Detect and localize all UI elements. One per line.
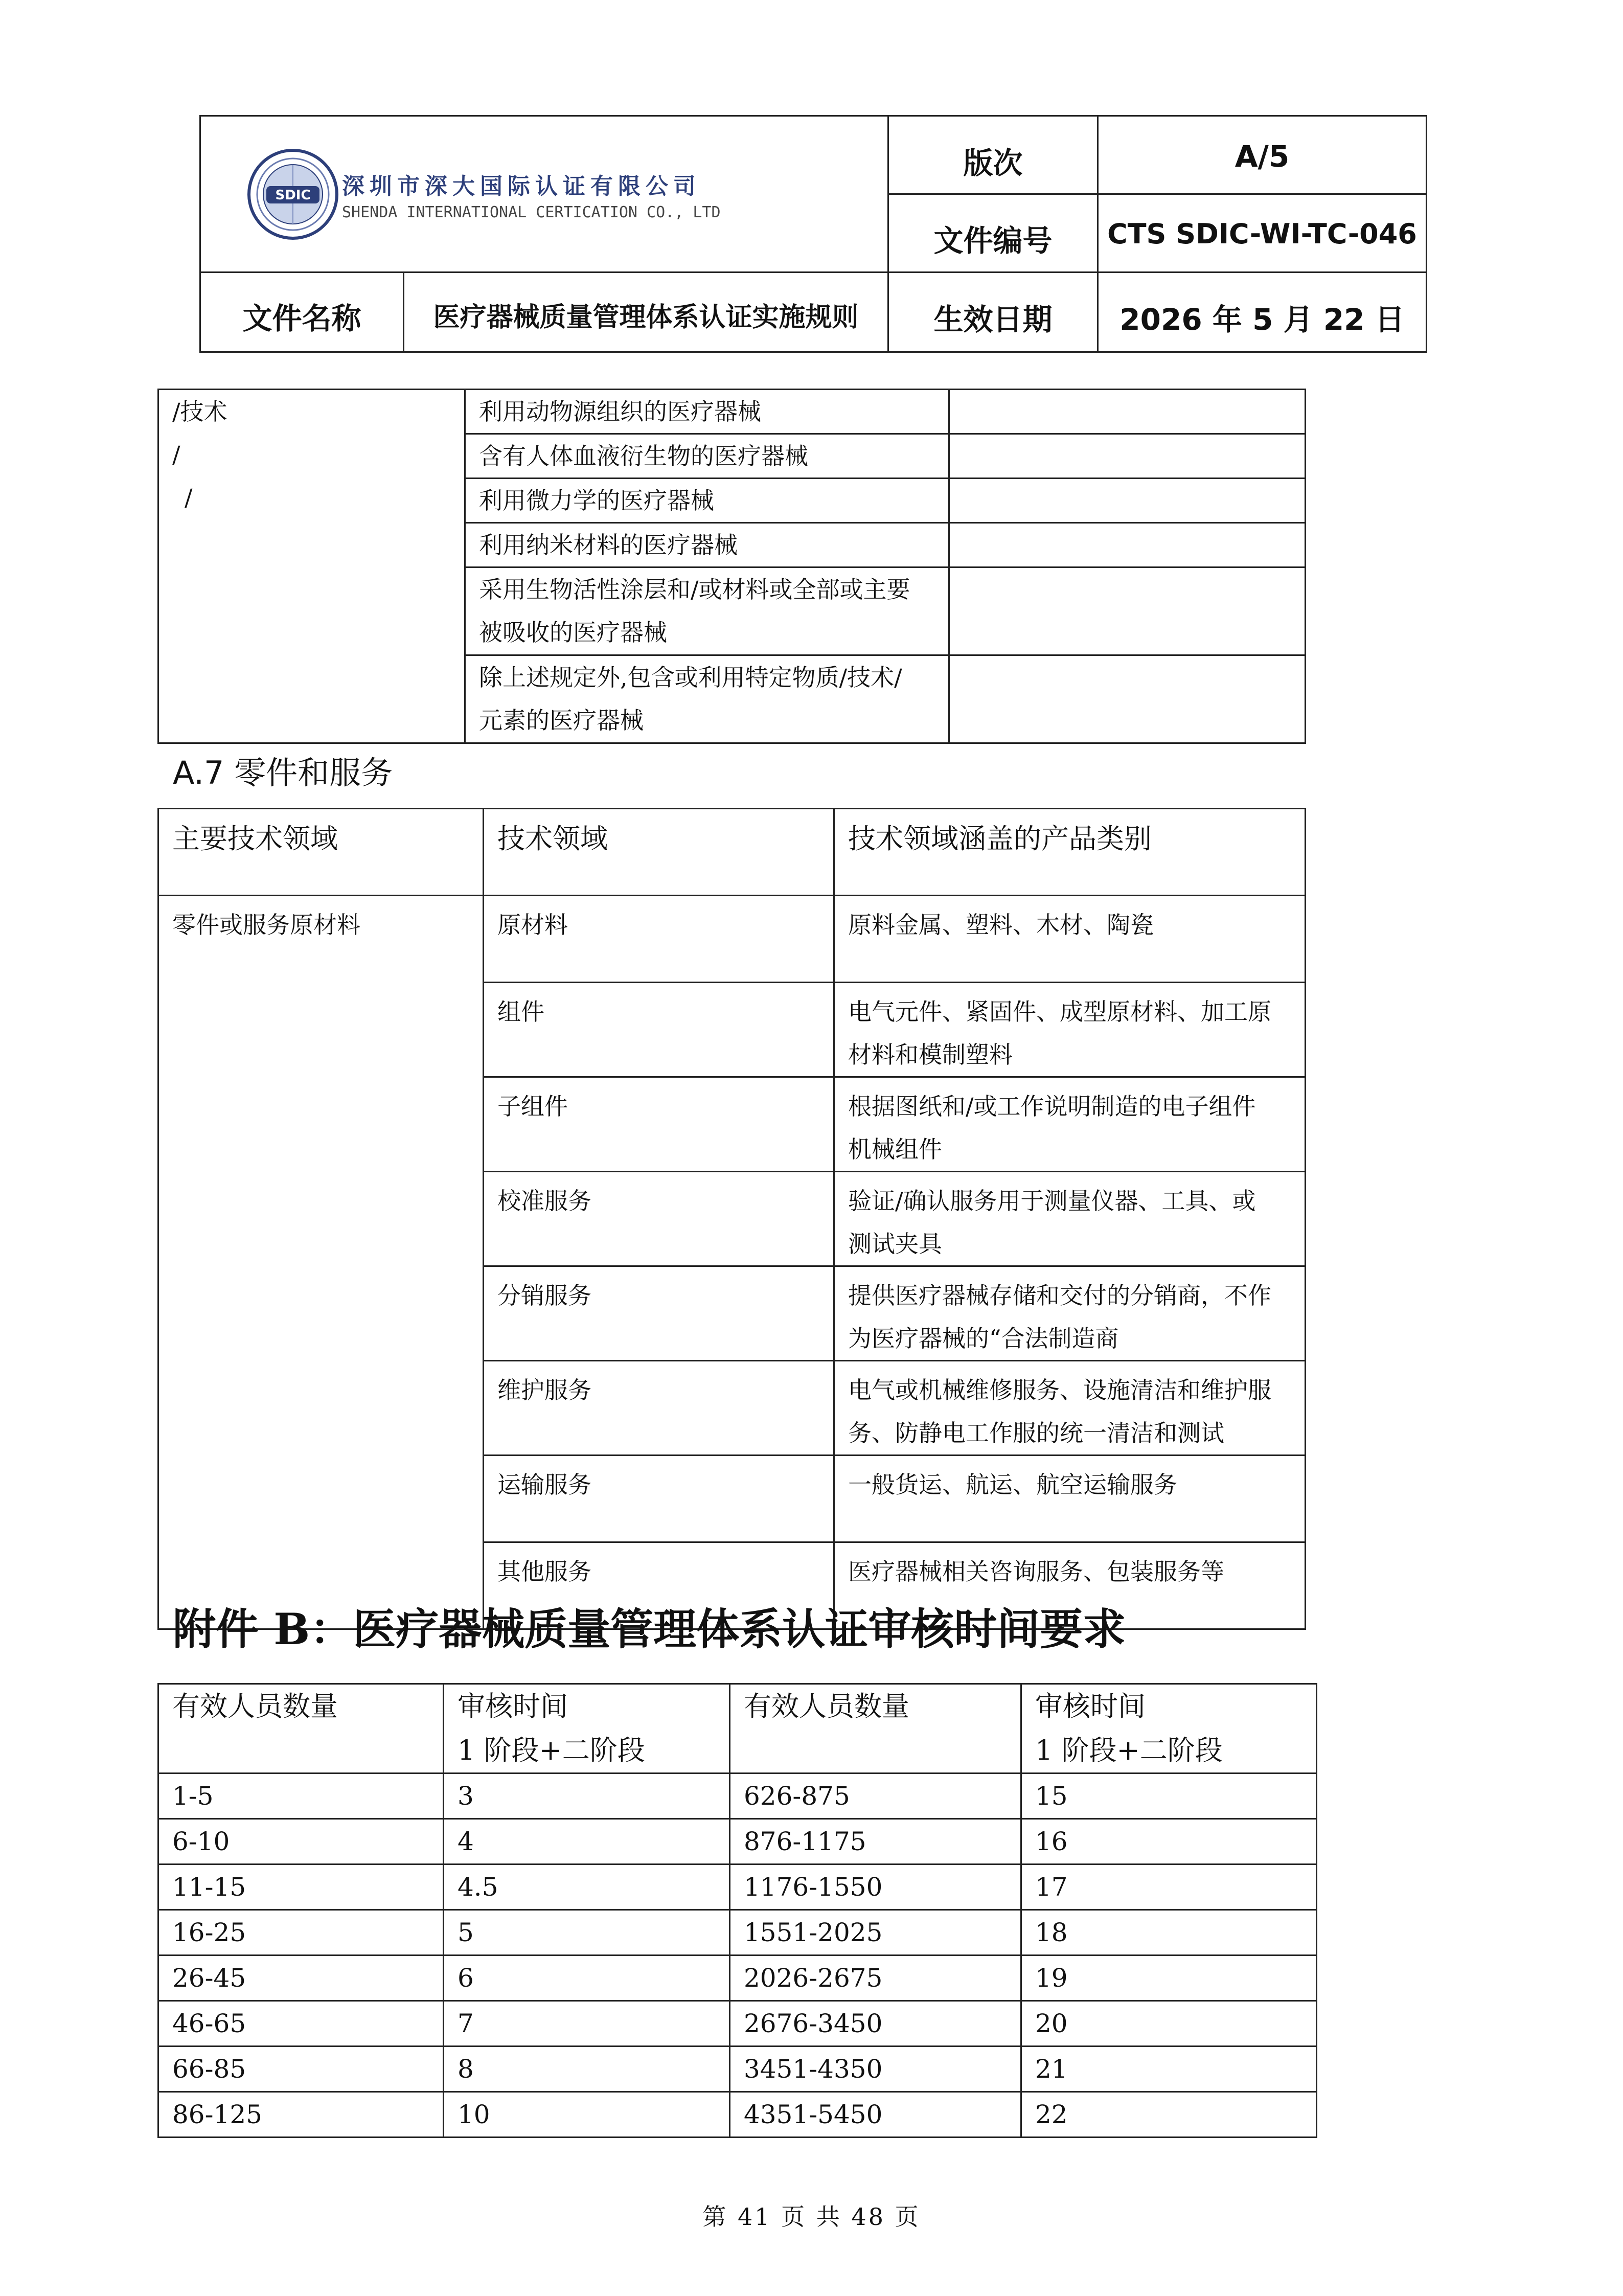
header-staff-count: [730, 1684, 1021, 1774]
table-row: [158, 390, 1306, 434]
table-row: [158, 1774, 1317, 1819]
header-line: 有效人员数量: [744, 1690, 909, 1722]
page-number: 第 41 页 共 48 页: [702, 2203, 921, 2231]
version-label: 版次: [963, 146, 1023, 180]
cell-line: 提供医疗器械存储和交付的分销商，不作: [848, 1282, 1271, 1309]
products-cell: [834, 1361, 1306, 1456]
field-cell: 原材料: [484, 896, 834, 983]
table-cell: 利用动物源组织的医疗器械: [465, 390, 949, 434]
cell-line: 医疗器械相关咨询服务、包装服务等: [848, 1558, 1224, 1585]
table-row: [158, 2047, 1317, 2092]
table-cell-empty: [949, 479, 1306, 523]
file-name-label: 文件名称: [242, 301, 361, 336]
category-line: /: [172, 441, 180, 468]
table-cell: 6-10: [158, 1819, 444, 1865]
table-cell: 21: [1021, 2047, 1317, 2092]
table-cell: 1551-2025: [730, 1910, 1021, 1956]
table-cell: 2026-2675: [730, 1956, 1021, 2001]
header-products: 技术领域涵盖的产品类别: [834, 809, 1306, 896]
header-line: 有效人员数量: [172, 1690, 338, 1722]
table-row: [158, 2001, 1317, 2047]
table-cell: 8: [444, 2047, 730, 2092]
effective-date-value: 2026 年 5 月 22 日: [1119, 302, 1405, 337]
table-cell: [465, 567, 949, 655]
doc-number-value: CTS SDIC-WI-TC-046: [1107, 218, 1417, 250]
header-line: 审核时间: [458, 1690, 568, 1722]
cell-line: 验证/确认服务用于测量仪器、工具、或: [848, 1187, 1256, 1215]
cell-line: 测试夹具: [848, 1230, 942, 1258]
field-cell: 组件: [484, 983, 834, 1077]
table-cell: 20: [1021, 2001, 1317, 2047]
table-cell: 2676-3450: [730, 2001, 1021, 2047]
cell-line: 被吸收的医疗器械: [479, 619, 667, 646]
table-cell-empty: [949, 523, 1306, 567]
cell-line: 原料金属、塑料、木材、陶瓷: [848, 911, 1154, 939]
table-cell: 626-875: [730, 1774, 1021, 1819]
header-line: 审核时间: [1035, 1690, 1146, 1722]
header-staff-count: [158, 1684, 444, 1774]
cell-line: 元素的医疗器械: [479, 707, 644, 734]
cell-line: 采用生物活性涂层和/或材料或全部或主要: [479, 576, 910, 603]
table-header-row: [158, 1684, 1317, 1774]
cell-line: 一般货运、航运、航空运输服务: [848, 1471, 1177, 1498]
table-cell: 16-25: [158, 1910, 444, 1956]
table-header-row: [158, 809, 1306, 896]
products-cell: [834, 1456, 1306, 1542]
cell-line: 除上述规定外,包含或利用特定物质/技术/: [479, 664, 902, 691]
cell-line: 根据图纸和/或工作说明制造的电子组件: [848, 1093, 1256, 1120]
company-name-cn: 深圳市深大国际认证有限公司: [342, 173, 701, 199]
table-cell: 3451-4350: [730, 2047, 1021, 2092]
category-line: /技术: [172, 398, 227, 425]
parts-services-table: [157, 808, 1306, 1630]
table-cell: 含有人体血液衍生物的医疗器械: [465, 434, 949, 479]
table-cell: 18: [1021, 1910, 1317, 1956]
table-cell: 5: [444, 1910, 730, 1956]
cell-line: 电气元件、紧固件、成型原材料、加工原: [848, 998, 1271, 1026]
field-cell: 子组件: [484, 1077, 834, 1172]
products-cell: [834, 1266, 1306, 1361]
table-row: [158, 2092, 1317, 2138]
company-name-en: SHENDA INTERNATIONAL CERTICATION CO., LTD: [342, 203, 721, 221]
table-cell: 4351-5450: [730, 2092, 1021, 2138]
header-line: 1 阶段+二阶段: [458, 1734, 645, 1766]
main-field-cell: 零件或服务原材料: [158, 896, 484, 1629]
header-field: 技术领域: [484, 809, 834, 896]
version-value: A/5: [1235, 139, 1290, 174]
table-cell: 1-5: [158, 1774, 444, 1819]
effective-date-label: 生效日期: [933, 302, 1053, 337]
section-heading-a7: A.7 零件和服务: [173, 754, 393, 791]
products-cell: [834, 896, 1306, 983]
table-cell: 11-15: [158, 1865, 444, 1910]
table-cell-empty: [949, 567, 1306, 655]
table-cell-category: [158, 390, 465, 743]
document-header: [199, 115, 1427, 353]
field-cell: 维护服务: [484, 1361, 834, 1456]
table-cell: 15: [1021, 1774, 1317, 1819]
company-logo: [247, 148, 339, 240]
table-row: [158, 1819, 1317, 1865]
table-cell: 86-125: [158, 2092, 444, 2138]
header-audit-time: [1021, 1684, 1317, 1774]
table-cell: 17: [1021, 1865, 1317, 1910]
cell-line: 为医疗器械的“合法制造商: [848, 1325, 1119, 1352]
category-line: /: [185, 484, 193, 511]
table-cell: 22: [1021, 2092, 1317, 2138]
header-line: 1 阶段+二阶段: [1035, 1734, 1223, 1766]
table-cell-empty: [949, 390, 1306, 434]
field-cell: 运输服务: [484, 1456, 834, 1542]
doc-number-label: 文件编号: [933, 223, 1053, 258]
table-cell: 1176-1550: [730, 1865, 1021, 1910]
header-audit-time: [444, 1684, 730, 1774]
table-cell: 66-85: [158, 2047, 444, 2092]
table-cell: 3: [444, 1774, 730, 1819]
table-cell: 10: [444, 2092, 730, 2138]
table-cell: 876-1175: [730, 1819, 1021, 1865]
table-cell: 19: [1021, 1956, 1317, 2001]
products-cell: [834, 1077, 1306, 1172]
table-cell: 4.5: [444, 1865, 730, 1910]
cell-line: 材料和模制塑料: [848, 1041, 1013, 1069]
cell-line: 务、防静电工作服的统一清洁和测试: [848, 1419, 1224, 1447]
audit-time-table: [157, 1683, 1317, 2138]
table-cell: 4: [444, 1819, 730, 1865]
header-main-field: 主要技术领域: [158, 809, 484, 896]
file-name-value: 医疗器械质量管理体系认证实施规则: [433, 302, 859, 333]
table-cell: 利用纳米材料的医疗器械: [465, 523, 949, 567]
table-cell: 26-45: [158, 1956, 444, 2001]
table-cell: 7: [444, 2001, 730, 2047]
table-cell: [465, 655, 949, 743]
cell-line: 电气或机械维修服务、设施清洁和维护服: [848, 1376, 1271, 1404]
table-cell-empty: [949, 434, 1306, 479]
table-cell-empty: [949, 655, 1306, 743]
table-row: [158, 896, 1306, 983]
field-cell: 其他服务: [484, 1542, 834, 1629]
table-row: [158, 1865, 1317, 1910]
logo-text: SDIC: [275, 188, 311, 203]
field-cell: 校准服务: [484, 1172, 834, 1266]
table-row: [158, 1956, 1317, 2001]
table-cell: 6: [444, 1956, 730, 2001]
appendix-b-title: 附件 B：医疗器械质量管理体系认证审核时间要求: [173, 1604, 1126, 1654]
products-cell: [834, 1172, 1306, 1266]
special-materials-table: [157, 389, 1306, 744]
products-cell: [834, 983, 1306, 1077]
cell-line: 机械组件: [848, 1135, 942, 1163]
table-cell: 16: [1021, 1819, 1317, 1865]
table-row: [158, 1910, 1317, 1956]
table-cell: 46-65: [158, 2001, 444, 2047]
field-cell: 分销服务: [484, 1266, 834, 1361]
table-cell: 利用微力学的医疗器械: [465, 479, 949, 523]
